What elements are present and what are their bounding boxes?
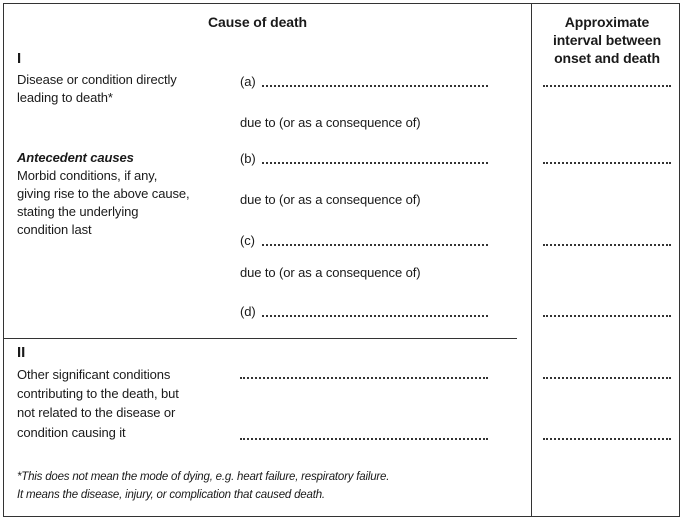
part-two-line4: condition causing it [17,425,126,440]
footnote-line1: *This does not mean the mode of dying, e.g. heart failure, respiratory failure. [17,471,390,483]
antecedent-causes-title: Antecedent causes [17,150,134,165]
cause-of-death-heading: Cause of death [208,14,307,30]
line-a-label: (a) [240,74,256,89]
cause-b-field[interactable] [262,162,488,164]
footnote-line2: It means the disease, injury, or complication that caused death. [17,489,325,501]
direct-cause-label-line1: Disease or condition directly [17,72,177,87]
interval-heading-line1: Approximate [564,14,650,30]
other-condition-field-2[interactable] [240,438,488,440]
line-c-label: (c) [240,233,255,248]
part-two-numeral: II [17,344,26,361]
antecedent-line2: giving rise to the above cause, [17,186,190,201]
due-to-label-1: due to (or as a consequence of) [240,115,421,130]
interval-d-field[interactable] [543,315,671,317]
antecedent-line1: Morbid conditions, if any, [17,168,158,183]
due-to-label-3: due to (or as a consequence of) [240,265,421,280]
direct-cause-label-line2: leading to death* [17,90,113,105]
other-interval-field-1[interactable] [543,377,671,379]
antecedent-line3: stating the underlying [17,204,139,219]
part-two-line1: Other significant conditions [17,367,171,382]
cause-a-field[interactable] [262,85,488,87]
line-b-label: (b) [240,151,256,166]
column-divider [531,3,532,517]
cause-c-field[interactable] [262,244,488,246]
part-two-line2: contributing to the death, but [17,386,179,401]
line-d-label: (d) [240,304,256,319]
other-condition-field-1[interactable] [240,377,488,379]
antecedent-line4: condition last [17,222,92,237]
interval-heading-line2: interval between [552,32,662,48]
cause-d-field[interactable] [262,315,488,317]
part-one-numeral: I [17,50,22,67]
interval-b-field[interactable] [543,162,671,164]
part-two-line3: not related to the disease or [17,405,176,420]
section-divider [4,338,517,339]
interval-a-field[interactable] [543,85,671,87]
due-to-label-2: due to (or as a consequence of) [240,192,421,207]
interval-heading-line3: onset and death [554,50,660,66]
other-interval-field-2[interactable] [543,438,671,440]
interval-c-field[interactable] [543,244,671,246]
